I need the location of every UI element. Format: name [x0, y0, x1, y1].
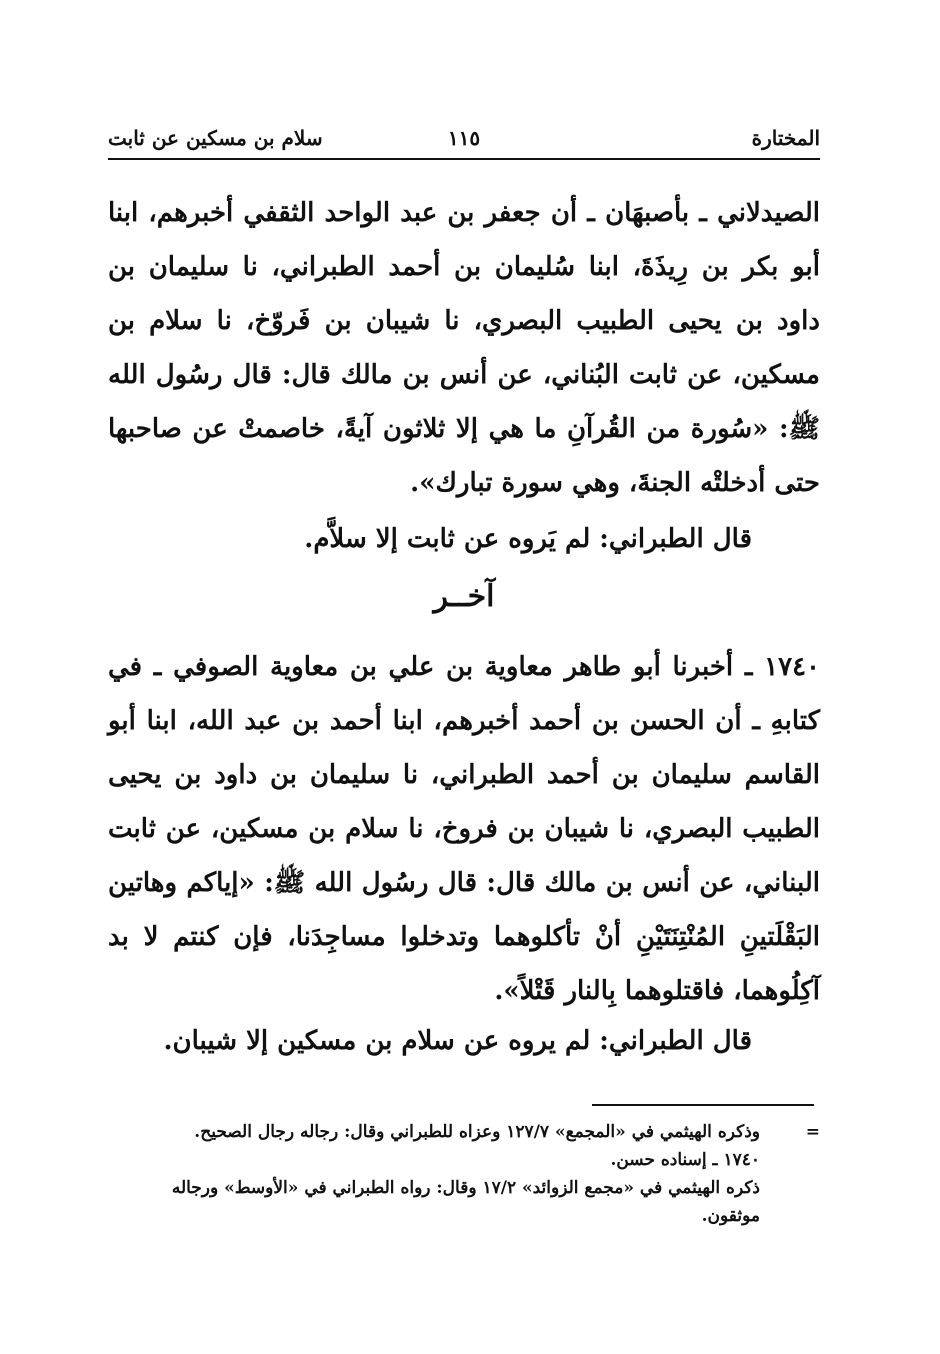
section-title: آخــر [433, 579, 495, 614]
footnote-continuation-text: وذكره الهيثمي في «المجمع» ١٢٧/٧ وعزاه للطبراني وقال: رجاله رجال الصحيح. [194, 1122, 760, 1142]
tabarani-comment-2: قال الطبراني: لم يروه عن سلام بن مسكين إلا شيبان. [163, 1026, 752, 1056]
tabarani-comment-1: قال الطبراني: لم يَروه عن ثابت إلا سلاَّم. [304, 524, 752, 554]
footnotes [108, 1118, 820, 1230]
hadith-paragraph-2: ١٧٤٠ ـ أخبرنا أبو طاهر معاوية بن علي بن معاوية الصوفي ـ في كتابهِ ـ أن الحسن بن أحمد أخبرهم، ابنا أحمد بن عبد الله، ابنا أبو القاسم سليمان بن أحمد الطبراني، نا سليمان بن داود بن يحيى الطبيب البصري، نا شيبان بن فروخ، نا سلام بن مسكين، عن ثابت البناني، عن أنس بن مالك قال: قال رسُول الله ﷺ: «إياكم وهاتين البَقْلَتينِ المُنْتِنَتَيْنِ أنْ تأكلوهما وتدخلوا مساجِدَنا، فإن كنتم لا بد آكِلُوهما، فاقتلوهما بِالنار قَتْلاً». [108, 652, 820, 1006]
chapter-title: سلام بن مسكين عن ثابت [108, 126, 323, 150]
footnote-1740-line-1: ١٧٤٠ ـ إسناده حسن. [610, 1150, 760, 1170]
hadith-paragraph-1: الصيدلاني ـ بأصبهَان ـ أن جعفر بن عبد الواحد الثقفي أخبرهم، ابنا أبو بكر بن رِيذَةَ، ابنا سُليمان بن أحمد الطبراني، نا سليمان بن داود بن يحيى الطبيب البصري، نا شيبان بن فَروّخ، نا سلام بن مسكين، عن ثابت البُناني، عن أنس بن مالك قال: قال رسُول الله ﷺ: «سُورة من القُرآنِ ما هي إلا ثلاثون آيةً، خاصمتْ عن صاحبها حتى أدخلتْه الجنةَ، وهي سورة تبارك». [108, 198, 820, 498]
book-title: المختارة [751, 126, 820, 150]
footnote-continuation [108, 1118, 820, 1146]
footnote-1740-line-2: ذكره الهيثمي في «مجمع الزوائد» ١٧/٢ وقال: رواه الطبراني في «الأوسط» ورجاله موثقون. [171, 1178, 760, 1226]
footnote-divider [592, 1104, 814, 1106]
page-number: ١١٥ [447, 126, 481, 150]
running-header [108, 122, 820, 160]
continuation-marker: = [805, 1122, 820, 1142]
